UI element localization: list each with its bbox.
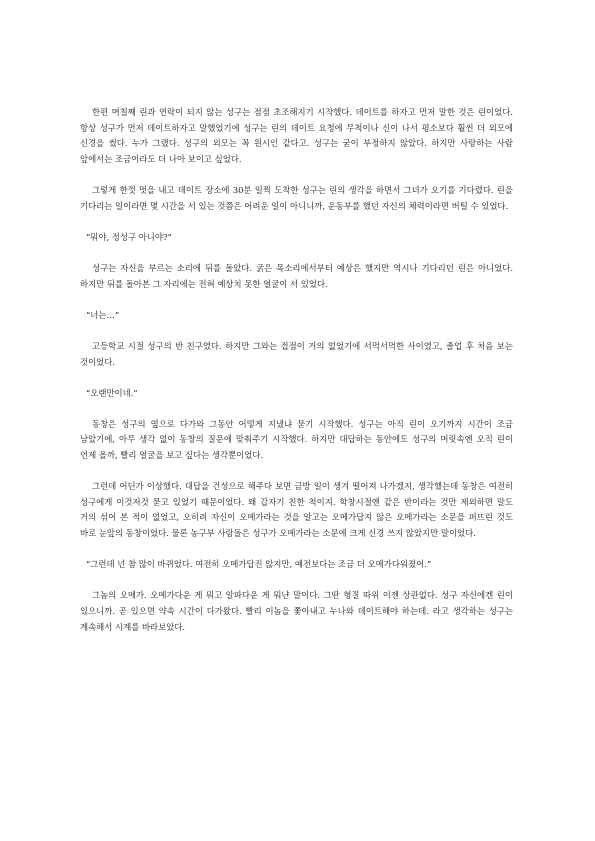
dialogue-line: “너는…” — [86, 309, 120, 320]
dialogue-line: “오랜만이네.” — [86, 387, 138, 398]
paragraph: 동창은 성구의 옆으로 다가와 그동안 어떻게 지냈냐 묻기 시작했다. 성구는 아직 린이 오기까지 시간이 조금 남았기에, 아무 생각 없이 동창의 질문에 맞춰주기 시작했다. 하지만 대답하는 동안에도 성구의 머릿속엔 오직 린이 언제 올까, 빨리 얼굴을 보고 싶다는 생각뿐이었다. — [80, 418, 513, 461]
dialogue-line: “뭐야, 정성구 아니야?” — [86, 231, 172, 242]
paragraph: 성구는 자신을 부르는 소리에 뒤를 돌았다. 굵은 목소리에서부터 예상은 했지만 역시나 기다리던 린은 아니었다. 하지만 뒤를 돌아본 그 자리에는 전혀 예상치 못한 얼굴이 서 있었다. — [80, 262, 513, 289]
document-body — [80, 105, 513, 651]
paragraph: 고등학교 시절 성구의 반 친구였다. 하지만 그와는 접점이 거의 없었기에 서먹서먹한 사이였고, 졸업 후 처음 보는 것이었다. — [80, 340, 513, 367]
paragraph: 그런데 어딘가 이상했다. 대답을 건성으로 해주다 보면 금방 일이 생겨 떨어져 나가겠지, 생각했는데 동창은 여전히 성구에게 이것저것 묻고 있었기 때문이었다. 왜 갑자기 친한 척이지. 학창시절엔 같은 반이라는 것만 제외하면 말도 거의 섞어 본 적이 없었고, 오히려 자신이 오메가라는 것을 알고는 오메가답지 않은 오메가라는 소문을 퍼뜨린 것도 바로 눈앞의 동창이었다. 물론 농구부 사람들은 성구가 오메가라는 소문에 크게 신경 쓰지 않았지만 말이었다. — [80, 481, 513, 539]
paragraph: 그렇게 한껏 멋을 내고 데이트 장소에 30분 일찍 도착한 성구는 린의 생각을 하면서 그녀가 오기를 기다렸다. 린을 기다리는 일이라면 몇 시간을 서 있는 것쯤은 어려운 일이 아니니까, 운동부를 했던 자신의 체력이라면 버틸 수 있었다. — [80, 184, 513, 211]
dialogue-line: “그런데 넌 참 많이 바뀌었다. 여전히 오메가답진 않지만, 예전보다는 조금 더 오메가다워졌어.” — [86, 559, 432, 570]
paragraph: 그놈의 오메가. 오메가다운 게 뭐고 알파다운 게 뭐냔 말이다. 그딴 형질 따위 이젠 상관없다. 성구 자신에겐 린이 있으니까. 곧 있으면 약속 시간이 다가왔다. 빨리 이놈을 쫓아내고 누나와 데이트해야 하는데. 라고 생각하는 성구는 계속해서 시계를 바라보았다. — [80, 590, 513, 632]
paragraph: 한편 며칠째 린과 연락이 되지 않는 성구는 점점 초조해지기 시작했다. 데이트를 하자고 먼저 말한 것은 린이었다. 항상 성구가 먼저 데이트하자고 말했었기에 성구는 린의 데이트 요청에 무척이나 신이 나서 평소보다 훨씬 더 외모에 신경을 썼다. 누가 그랬다. 성구의 외모는 꼭 원시인 같다고. 성구는 굳이 부정하지 않았다. 하지만 사랑하는 사람 앞에서는 조금이라도 더 나아 보이고 싶었다. — [80, 107, 513, 164]
